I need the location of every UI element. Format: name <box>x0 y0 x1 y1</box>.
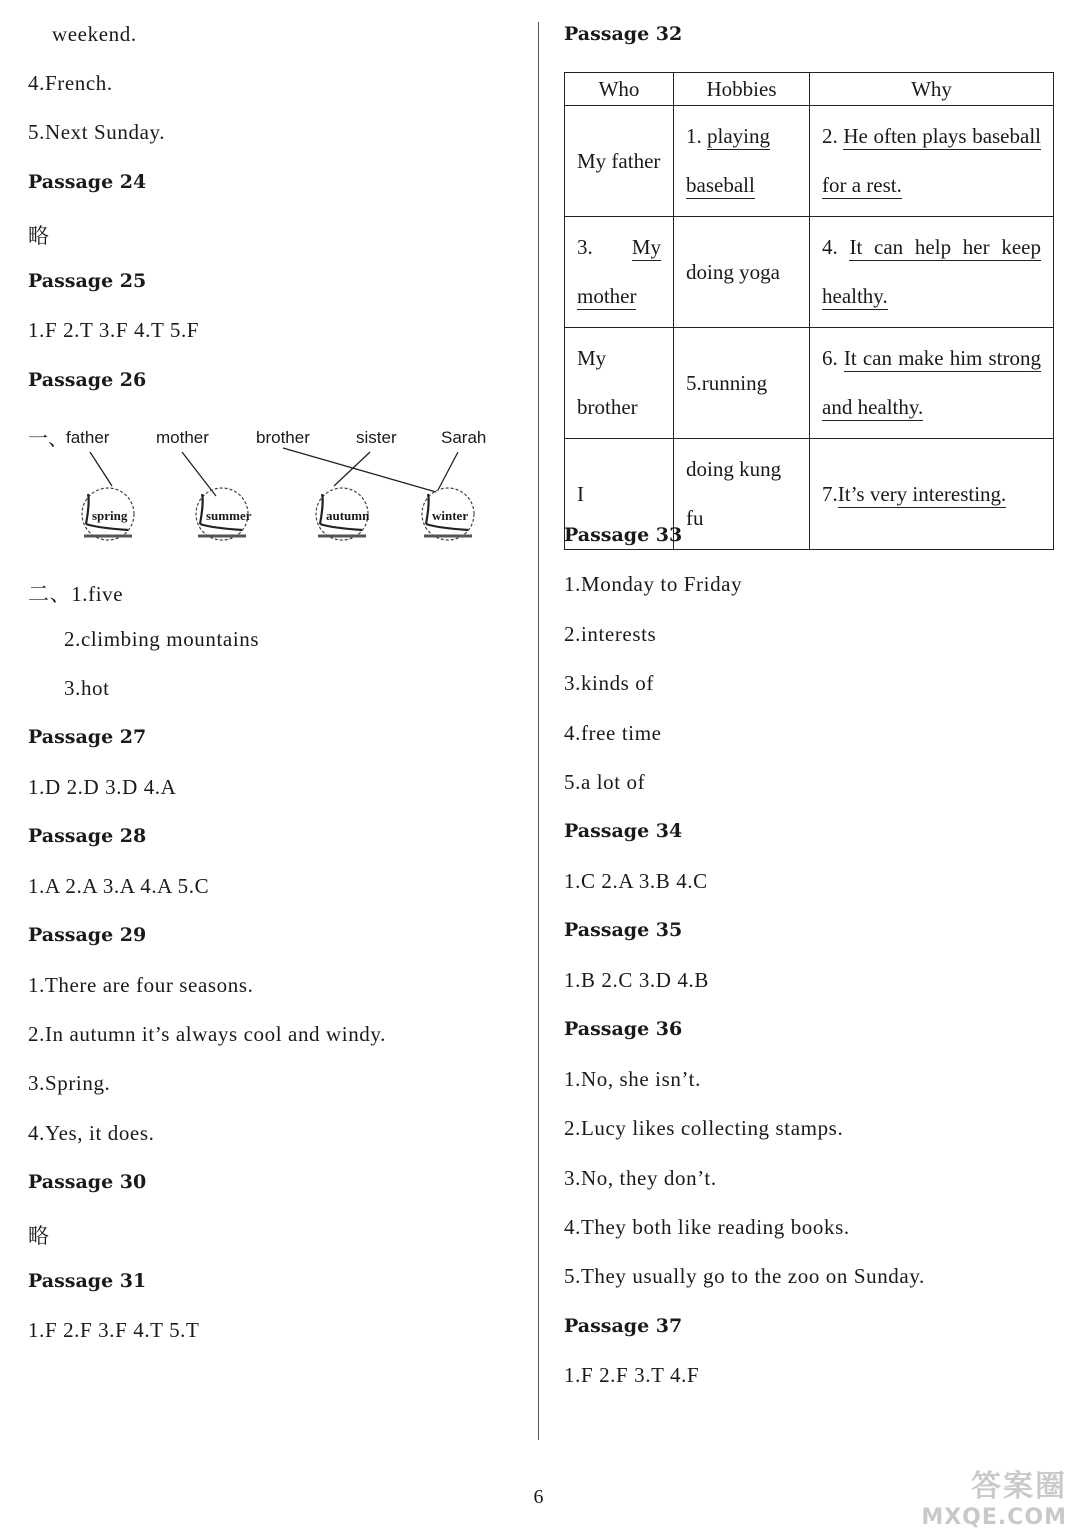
answer-text: 2.In autumn it’s always cool and windy. <box>28 1022 386 1046</box>
table-cell <box>674 106 810 217</box>
season-label: summer <box>206 508 252 523</box>
table-cell: My father <box>565 106 674 217</box>
answer-text: 1.F 2.T 3.F 4.T 5.F <box>28 318 200 342</box>
item-number: 1. <box>686 124 702 148</box>
watermark-url: MXQE.COM <box>921 1505 1067 1530</box>
column-header: Why <box>810 73 1054 106</box>
passage-heading: Passage 32 <box>564 23 683 45</box>
passage-heading: Passage 28 <box>28 825 147 847</box>
answer-text: 1.F 2.F 3.F 4.T 5.T <box>28 1318 200 1342</box>
answer-text: 1.F 2.F 3.T 4.F <box>564 1363 700 1387</box>
table-cell <box>810 439 1054 550</box>
hobbies-table <box>564 72 1054 550</box>
table-cell: 5.running <box>674 328 810 439</box>
answer-blank: He often plays baseball for a rest. <box>822 124 1041 197</box>
table-cell: doing kung fu <box>674 439 810 550</box>
person-label: mother <box>156 428 209 447</box>
column-header: Who <box>565 73 674 106</box>
table-row <box>565 328 1054 439</box>
answer-text: 4.free time <box>564 721 662 745</box>
item-number: 2. <box>822 124 838 148</box>
person-label: father <box>66 428 110 447</box>
page-number: 6 <box>533 1486 544 1508</box>
person-label: brother <box>256 428 310 447</box>
answer-text: 3.Spring. <box>28 1071 111 1095</box>
table-header-row <box>565 73 1054 106</box>
matching-diagram <box>28 420 508 560</box>
table-cell <box>810 106 1054 217</box>
part-marker: 一、 <box>28 426 68 450</box>
table-cell <box>810 217 1054 328</box>
passage-heading: Passage 36 <box>564 1018 683 1040</box>
season-label: spring <box>92 508 128 523</box>
tree-spring-icon <box>78 484 138 544</box>
answer-text: 1.A 2.A 3.A 4.A 5.C <box>28 874 210 898</box>
answer-text: 5.a lot of <box>564 770 646 794</box>
answer-blank: It can help her keep healthy. <box>822 235 1041 308</box>
answer-text: 3.hot <box>64 676 110 700</box>
table-row <box>565 217 1054 328</box>
item-number: 4. <box>822 235 838 259</box>
table-cell: My brother <box>565 328 674 439</box>
person-label: Sarah <box>441 428 487 447</box>
item-number: 3. <box>577 235 593 259</box>
passage-heading: Passage 34 <box>564 820 683 842</box>
passage-heading: Passage 31 <box>28 1270 147 1292</box>
watermark-logo: 答案圈 <box>971 1469 1067 1504</box>
person-label: sister <box>356 428 397 447</box>
answer-text: 2.Lucy likes collecting stamps. <box>564 1116 844 1140</box>
answer-text: 1.B 2.C 3.D 4.B <box>564 968 709 992</box>
answer-text: 3.kinds of <box>564 671 654 695</box>
tree-autumn-icon <box>312 484 372 544</box>
column-header: Hobbies <box>674 73 810 106</box>
answer-text: 4.They both like reading books. <box>564 1215 850 1239</box>
passage-heading: Passage 26 <box>28 369 147 391</box>
answer-text: 略 <box>28 224 50 248</box>
passage-heading: Passage 27 <box>28 726 147 748</box>
answer-text: 1.D 2.D 3.D 4.A <box>28 775 177 799</box>
season-label: winter <box>432 508 469 523</box>
item-number: 7. <box>822 481 838 506</box>
answer-text: weekend. <box>52 22 137 46</box>
answer-text: 3.No, they don’t. <box>564 1166 717 1190</box>
answer-blank: It can make him strong and healthy. <box>822 346 1041 419</box>
answer-text: 4.Yes, it does. <box>28 1121 155 1145</box>
passage-heading: Passage 24 <box>28 171 147 193</box>
watermark <box>921 1461 1067 1530</box>
passage-heading: Passage 29 <box>28 924 147 946</box>
column-divider <box>538 22 539 1440</box>
answer-text: 1.Monday to Friday <box>564 572 743 596</box>
passage-heading: Passage 30 <box>28 1171 147 1193</box>
table-cell <box>565 217 674 328</box>
tree-winter-icon <box>418 484 478 544</box>
passage-heading: Passage 25 <box>28 270 147 292</box>
season-label: autumn <box>326 508 370 523</box>
answer-text: 5.They usually go to the zoo on Sunday. <box>564 1264 925 1288</box>
answer-text: 2.interests <box>564 622 657 646</box>
answer-text: 1.No, she isn’t. <box>564 1067 701 1091</box>
answer-blank: playing baseball <box>686 124 770 197</box>
answer-text: 1.C 2.A 3.B 4.C <box>564 869 708 893</box>
passage-heading: Passage 35 <box>564 919 683 941</box>
answer-blank: It’s very interesting. <box>837 481 1007 506</box>
answer-text: 二、1.five <box>28 582 124 606</box>
answer-text: 略 <box>28 1224 50 1248</box>
table-cell: I <box>565 439 674 550</box>
item-number: 6. <box>822 346 838 370</box>
tree-summer-icon <box>192 484 252 544</box>
answer-text: 1.There are four seasons. <box>28 973 254 997</box>
table-row <box>565 106 1054 217</box>
table-cell: doing yoga <box>674 217 810 328</box>
passage-heading: Passage 37 <box>564 1315 683 1337</box>
answer-blank: My mother <box>577 235 661 308</box>
answer-text: 4.French. <box>28 71 113 95</box>
answer-text: 5.Next Sunday. <box>28 120 166 144</box>
answer-text: 2.climbing mountains <box>64 627 260 651</box>
table-cell <box>810 328 1054 439</box>
passage-heading: Passage 33 <box>564 524 683 546</box>
